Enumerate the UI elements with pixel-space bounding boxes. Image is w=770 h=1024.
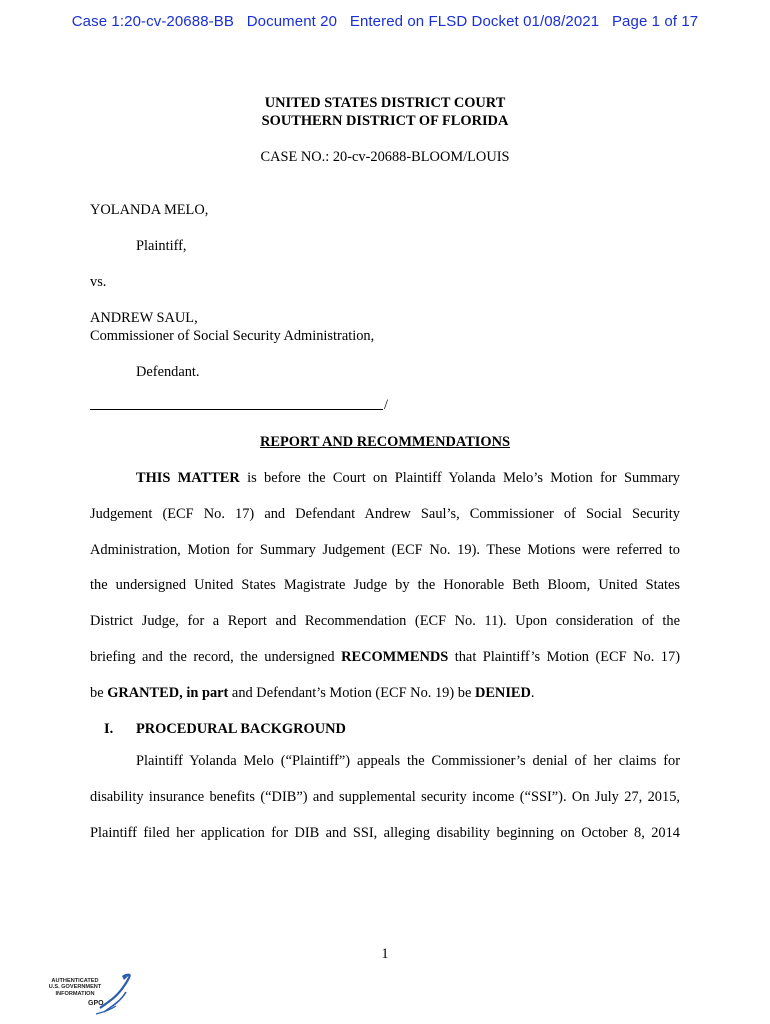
intro-line-1	[136, 469, 680, 487]
court-name-line1: UNITED STATES DISTRICT COURT	[264, 95, 506, 111]
section-heading: PROCEDURAL BACKGROUND	[136, 721, 346, 737]
report-title: REPORT AND RECOMMENDATIONS	[259, 434, 510, 450]
plaintiff-role: Plaintiff,	[136, 238, 187, 254]
intro-line-3: Administration, Motion for Summary Judgement (ECF No. 19). These Motions were referred to	[90, 542, 680, 558]
versus: vs.	[90, 274, 107, 290]
section1-line-1: Plaintiff Yolanda Melo (“Plaintiff”) appeals the Commissioner’s denial of her claims for	[136, 753, 680, 769]
section1-line-3: Plaintiff filed her application for DIB and SSI, alleging disability beginning on October 8, 2014	[90, 825, 680, 841]
defendant-role: Defendant.	[136, 364, 200, 380]
caption-rule-slash: /	[384, 397, 388, 413]
gpo-authentication-seal	[44, 972, 134, 1018]
page-number: 1	[381, 946, 389, 962]
this-matter-bold: THIS MATTER	[136, 470, 240, 486]
intro-line-4: the undersigned United States Magistrate Judge by the Honorable Beth Bloom, United States	[90, 577, 680, 593]
eagle-icon	[94, 972, 134, 1018]
denied-bold: DENIED	[474, 685, 531, 701]
intro-line-5: District Judge, for a Report and Recommendation (ECF No. 11). Upon consideration of the	[90, 613, 680, 629]
intro-line-7-end: .	[530, 685, 535, 701]
intro-line-6-pre: briefing and the record, the undersigned	[90, 649, 342, 665]
caption-rule	[90, 409, 383, 410]
gpo-seal-text: AUTHENTICATED U.S. GOVERNMENT INFORMATION	[48, 978, 102, 997]
recommends-bold: RECOMMENDS	[341, 649, 449, 665]
defendant-name: ANDREW SAUL,	[90, 310, 198, 326]
plaintiff-name: YOLANDA MELO,	[90, 202, 209, 218]
intro-line-7-mid: and Defendant’s Motion (ECF No. 19) be	[228, 685, 475, 701]
intro-line-7-pre: be	[90, 685, 108, 701]
gpo-mark-text: GPO	[88, 1000, 104, 1007]
ecf-filing-header: Case 1:20-cv-20688-BB Document 20 Entered on FLSD Docket 01/08/2021 Page 1 of 17	[71, 13, 699, 30]
defendant-title: Commissioner of Social Security Administration,	[90, 328, 375, 344]
court-name-line2: SOUTHERN DISTRICT OF FLORIDA	[261, 113, 509, 129]
section1-line-2: disability insurance benefits (“DIB”) and supplemental security income (“SSI”). On July 27, 2015,	[90, 789, 680, 805]
intro-line-2: Judgement (ECF No. 17) and Defendant Andrew Saul’s, Commissioner of Social Security	[90, 506, 680, 522]
case-number: CASE NO.: 20-cv-20688-BLOOM/LOUIS	[260, 149, 510, 165]
intro-line-1-text: is before the Court on Plaintiff Yolanda Melo’s Motion for Summary	[239, 470, 680, 486]
intro-line-6	[90, 648, 680, 666]
section-number: I.	[104, 721, 114, 737]
intro-line-7	[90, 684, 680, 702]
intro-line-6-post: that Plaintiff’s Motion (ECF No. 17)	[448, 649, 680, 665]
granted-in-part-bold: GRANTED, in part	[107, 685, 229, 701]
